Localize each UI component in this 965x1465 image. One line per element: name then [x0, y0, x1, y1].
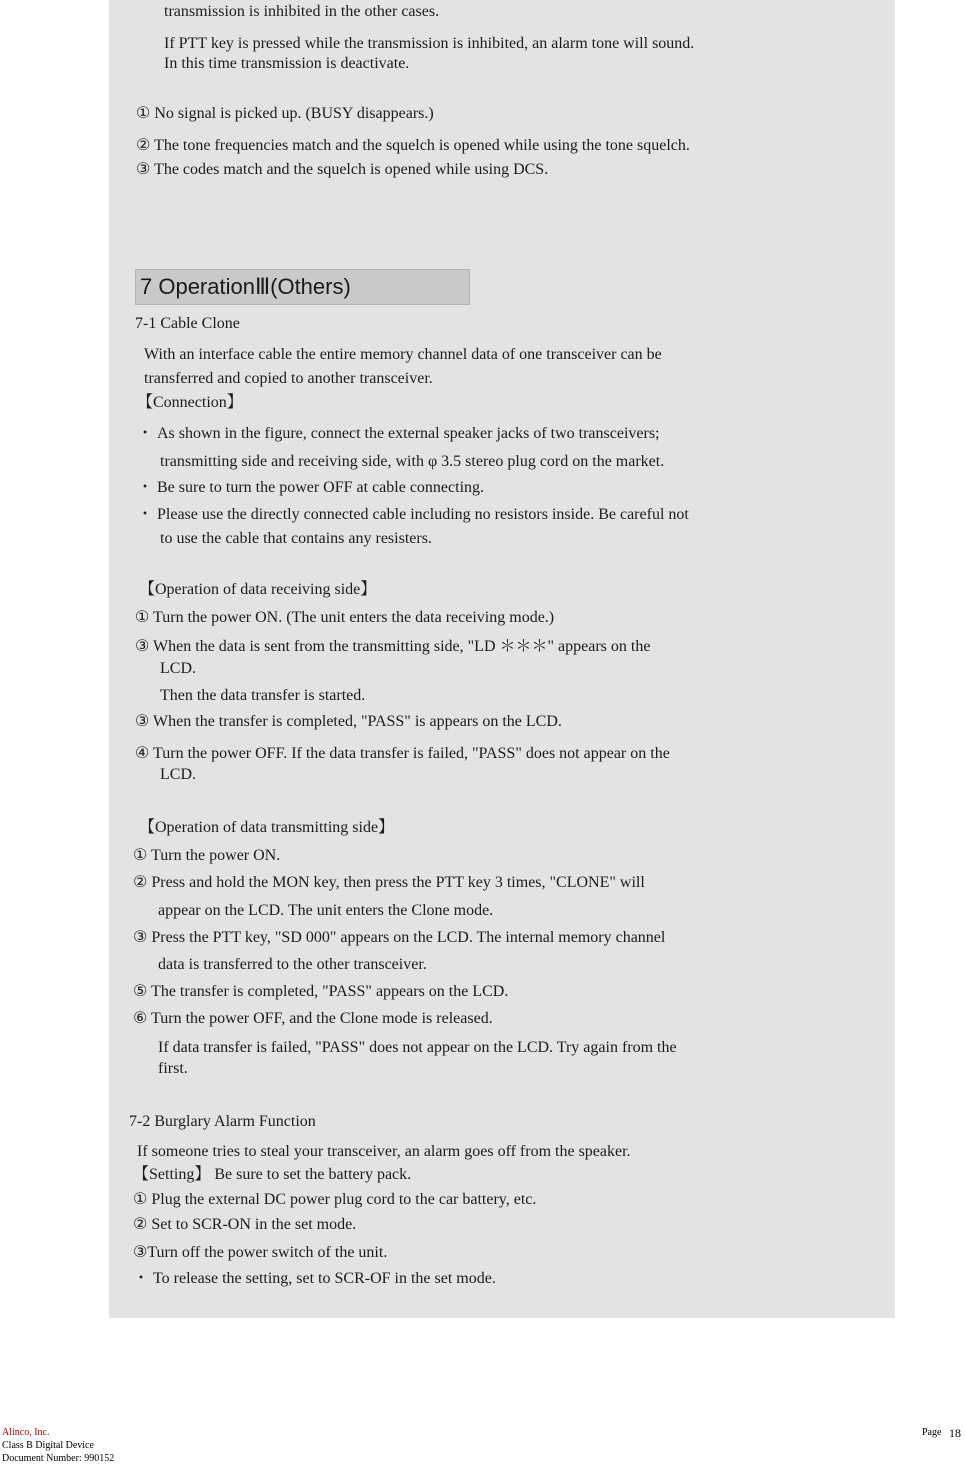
text-line: ③ When the transfer is completed, "PASS" is appears on the LCD.: [135, 713, 562, 730]
footer-document-number: Document Number: 990152: [2, 1453, 115, 1464]
text-line: to use the cable that contains any resisters.: [160, 530, 432, 547]
footer-device-class: Class B Digital Device: [2, 1440, 94, 1451]
text-line: ③ When the data is sent from the transmitting side, "LD ＊＊＊" appears on the: [135, 638, 651, 655]
text-line: ⑥ Turn the power OFF, and the Clone mode is released.: [133, 1010, 493, 1027]
text-line: transmitting side and receiving side, with φ 3.5 stereo plug cord on the market.: [160, 453, 665, 470]
text-line: ⑤ The transfer is completed, "PASS" appears on the LCD.: [133, 983, 509, 1000]
text-line: ② Press and hold the MON key, then press the PTT key 3 times, "CLONE" will: [133, 874, 645, 891]
text-line: Then the data transfer is started.: [160, 687, 366, 704]
section-heading: [135, 269, 470, 305]
text-line: If PTT key is pressed while the transmission is inhibited, an alarm tone will sound.: [164, 35, 695, 52]
text-line: LCD.: [160, 766, 196, 783]
text-line: ② The tone frequencies match and the squelch is opened while using the tone squelch.: [136, 137, 690, 154]
footer-company: Alinco, Inc.: [2, 1427, 50, 1438]
text-line: ① Turn the power ON.: [133, 847, 281, 864]
text-line: ④ Turn the power OFF. If the data transfer is failed, "PASS" does not appear on the: [135, 745, 670, 762]
text-line: ・ Be sure to turn the power OFF at cable connecting.: [137, 479, 485, 496]
text-line: 【Setting】 Be sure to set the battery pack.: [133, 1166, 412, 1183]
footer-page-label: Page: [922, 1427, 942, 1438]
text-line: ① Turn the power ON. (The unit enters the data receiving mode.): [135, 609, 555, 626]
text-line: LCD.: [160, 660, 196, 677]
text-line: In this time transmission is deactivate.: [164, 55, 410, 72]
text-line: transferred and copied to another transceiver.: [144, 370, 433, 387]
text-line: 【Operation of data transmitting side】: [139, 819, 395, 836]
text-line: ・ As shown in the figure, connect the external speaker jacks of two transceivers;: [137, 425, 660, 442]
text-line: ・ To release the setting, set to SCR-OF in the set mode.: [133, 1270, 496, 1287]
text-line: ① No signal is picked up. (BUSY disappears.): [136, 105, 434, 122]
text-line: With an interface cable the entire memory channel data of one transceiver can be: [144, 346, 662, 363]
text-line: ① Plug the external DC power plug cord to the car battery, etc.: [133, 1191, 537, 1208]
text-line: If data transfer is failed, "PASS" does not appear on the LCD. Try again from the: [158, 1039, 677, 1056]
text-line: ③ The codes match and the squelch is opened while using DCS.: [136, 161, 549, 178]
text-line: 【Connection】: [137, 394, 243, 411]
text-line: ③Turn off the power switch of the unit.: [133, 1244, 388, 1261]
text-line: transmission is inhibited in the other cases.: [164, 3, 440, 20]
section-heading-text: 7 OperationⅢ(Others): [140, 274, 351, 299]
text-line: ② Set to SCR-ON in the set mode.: [133, 1216, 357, 1233]
scanned-page: [109, 0, 895, 1318]
text-line: If someone tries to steal your transceiver, an alarm goes off from the speaker.: [137, 1143, 631, 1160]
subsection-title: 7-2 Burglary Alarm Function: [129, 1113, 316, 1130]
text-line: 【Operation of data receiving side】: [139, 581, 377, 598]
text-line: ・ Please use the directly connected cable including no resistors inside. Be careful not: [137, 506, 689, 523]
text-line: data is transferred to the other transceiver.: [158, 956, 427, 973]
text-line: ③ Press the PTT key, "SD 000" appears on the LCD. The internal memory channel: [133, 929, 666, 946]
footer-page-number: 18: [949, 1426, 961, 1440]
text-line: first.: [158, 1060, 188, 1077]
text-line: appear on the LCD. The unit enters the Clone mode.: [158, 902, 494, 919]
subsection-title: 7-1 Cable Clone: [135, 315, 240, 332]
